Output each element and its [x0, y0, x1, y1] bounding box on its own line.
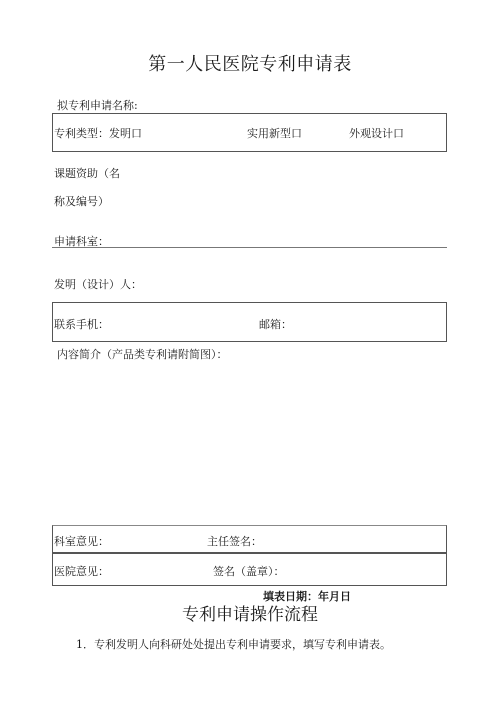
department-label: 申请科室： [54, 235, 109, 248]
fill-date-label: 填表日期：年月日 [263, 590, 351, 603]
summary-area[interactable] [52, 362, 447, 522]
patent-type-utility-option[interactable]: 实用新型口 [247, 127, 302, 140]
summary-label: 内容简介（产品类专利请附简图）： [57, 348, 228, 361]
funding-label-line-1: 课题资助（名 [54, 167, 120, 180]
director-signature-label: 主任签名： [207, 535, 262, 548]
proposed-name-label: 拟专利申请名称: [57, 99, 138, 112]
hospital-opinion-label: 医院意见： [54, 565, 109, 578]
form-title: 第一人民医院专利申请表 [148, 54, 352, 75]
department-field-line[interactable] [52, 247, 447, 248]
phone-label: 联系手机： [54, 318, 109, 331]
email-label: 邮箱： [259, 318, 292, 331]
contact-box [52, 302, 447, 342]
flow-title: 专利申请操作流程 [182, 605, 318, 625]
inventor-label: 发明（设计）人： [54, 278, 142, 291]
flow-step-1: 1．专利发明人向科研处处提出专利申请要求，填写专利申请表。 [76, 638, 391, 651]
patent-type-invention-option[interactable]: 专利类型：发明口 [54, 127, 142, 140]
seal-signature-label: 签名（盖章）： [213, 565, 285, 578]
funding-label-line-2: 称及编号） [54, 195, 109, 208]
department-opinion-label: 科室意见： [54, 535, 109, 548]
patent-type-design-option[interactable]: 外观设计口 [349, 127, 404, 140]
